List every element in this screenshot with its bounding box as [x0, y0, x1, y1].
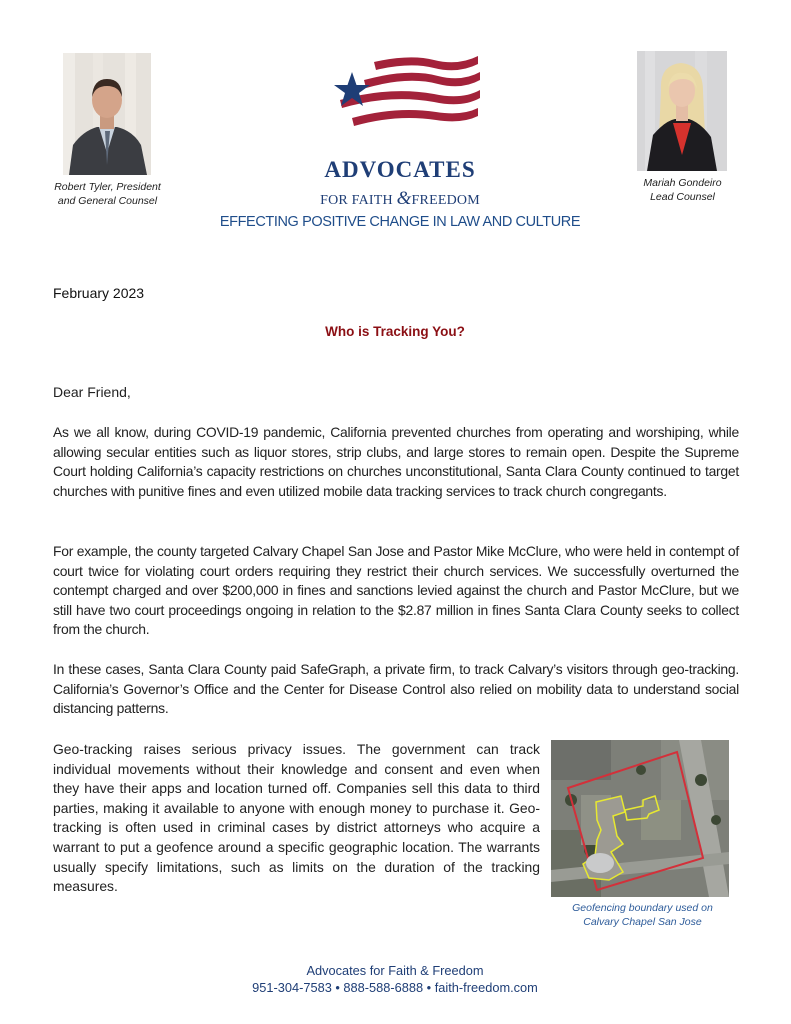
paragraph-3: In these cases, Santa Clara County paid SafeGraph, a private firm, to track Calvary’s visitors through geo-tracking. California’s Governor’s Office and the Center for Disease Control also relied on mobility data to understand social distancing patterns. — [53, 661, 739, 717]
mariah-gondeiro-name: Mariah Gondeiro — [643, 177, 722, 189]
mariah-gondeiro-caption — [615, 176, 750, 204]
robert-tyler-name: Robert Tyler, President — [54, 181, 161, 193]
robert-tyler-photo — [63, 53, 151, 175]
mariah-gondeiro-title: Lead Counsel — [650, 191, 715, 203]
letter-date: February 2023 — [53, 285, 145, 301]
logo-subtitle-part1: FOR FAITH — [320, 193, 397, 208]
logo-title: ADVOCATES — [324, 157, 476, 182]
logo-flag-icon — [330, 52, 482, 132]
map-caption-line1: Geofencing boundary used on — [572, 902, 713, 914]
salutation: Dear Friend, — [53, 384, 131, 400]
footer-contact: 951-304-7583 • 888-588-6888 • faith-freedom.com — [252, 980, 538, 995]
robert-tyler-caption — [40, 180, 175, 208]
footer — [150, 962, 640, 996]
robert-tyler-title: and General Counsel — [57, 195, 158, 207]
mariah-gondeiro-photo — [637, 51, 727, 171]
paragraph-1: As we all know, during COVID-19 pandemic, California prevented churches from operating and worshiping, while allowing secular entities such as liquor stores, strip clubs, and large stores to remain open. Despite the Supreme Court holding California’s capacity restrictions on churches unconstitutional, Santa Clara County continued to target churches with punitive fines and even utilized mobile data tracking services to track church congregants. — [53, 424, 739, 499]
logo-ampersand: & — [396, 188, 412, 209]
logo-subtitle-part2: FREEDOM — [411, 193, 480, 208]
paragraph-4: Geo-tracking raises serious privacy issues. The government can track individual movements without their knowledge and consent and even when they have their apps and location turned off. Companies sell this data to third parties, making it available to anyone with enough money to purchase it. Geo-tracking is often used in criminal cases by district attorneys who acquire a warrant to put a geofence around a specific geographic location. The warrants usually specify limitations, such as limits on the duration of the tracking measures. — [53, 741, 540, 895]
tagline: EFFECTING POSITIVE CHANGE IN LAW AND CULTURE — [219, 214, 581, 230]
map-caption — [551, 901, 734, 929]
letter-subject: Who is Tracking You? — [325, 324, 465, 339]
map-caption-line2: Calvary Chapel San Jose — [583, 916, 702, 928]
footer-org: Advocates for Faith & Freedom — [306, 963, 484, 978]
logo-subtitle — [250, 188, 550, 210]
geofence-map-image — [551, 740, 729, 897]
paragraph-2: For example, the county targeted Calvary Chapel San Jose and Pastor Mike McClure, who were held in contempt of court twice for violating court orders requiring they restrict their church services. We successfully overturned the contempt charged and over $200,000 in fines and sanctions levied against the church and Pastor McClure, but we still have two court proceedings ongoing in relation to the $2.87 million in fines Santa Clara County seeks to collect from the church. — [53, 543, 739, 638]
